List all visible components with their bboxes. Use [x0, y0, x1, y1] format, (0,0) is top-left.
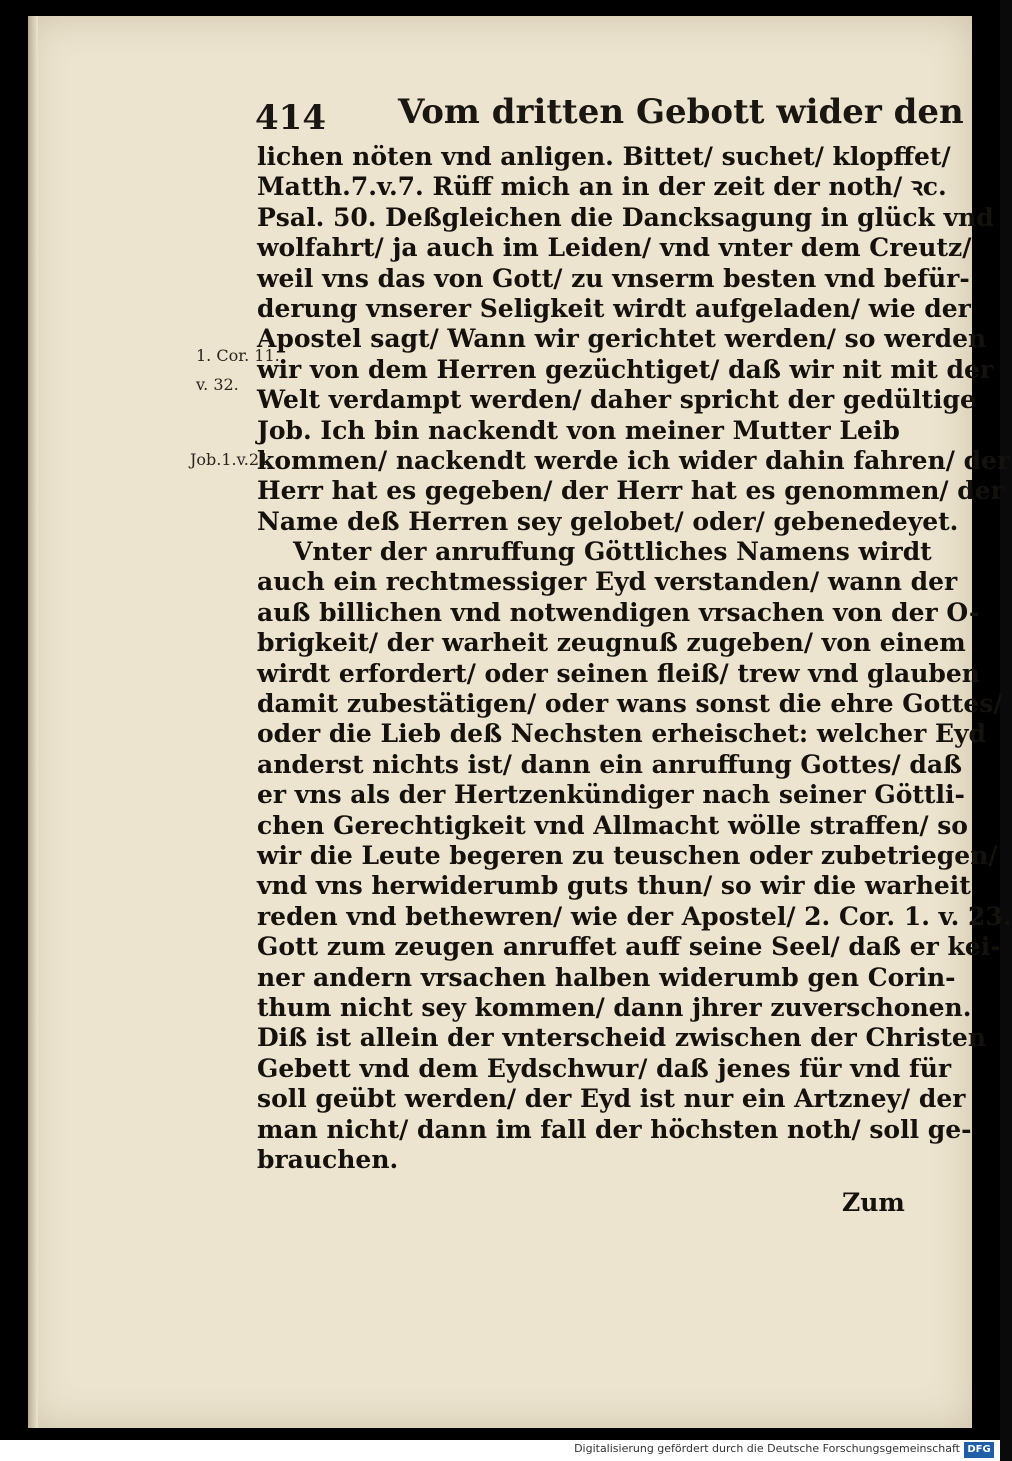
text-line: thum nicht sey kommen/ dann jhrer zuverschonen.: [257, 992, 972, 1022]
text-line: vnd vns herwiderumb guts thun/ so wir die warheit: [257, 871, 971, 901]
marginal-note-cor-2: v. 32.: [196, 375, 239, 394]
text-line: Gebett vnd dem Eydschwur/ daß jenes für vnd für: [257, 1053, 952, 1083]
text-line: reden vnd bethewren/ wie der Apostel/ 2. Cor. 1. v. 23.: [257, 901, 1012, 931]
text-line: oder die Lieb deß Nechsten erheischet: welcher Eyd: [257, 719, 987, 749]
marginal-note-cor-1: 1. Cor. 11.: [196, 346, 280, 365]
text-line: er vns als der Hertzenkündiger nach seiner Göttli-: [257, 780, 965, 810]
text-line: brigkeit/ der warheit zeugnuß zugeben/ von einem: [257, 628, 966, 658]
text-line: weil vns das von Gott/ zu vnserm besten vnd befür-: [257, 263, 970, 293]
text-line: auch ein rechtmessiger Eyd verstanden/ wann der: [257, 567, 958, 597]
text-line: wirdt erfordert/ oder seinen fleiß/ trew vnd glauben: [257, 658, 980, 688]
text-line: kommen/ nackendt werde ich wider dahin fahren/ der: [257, 445, 1011, 475]
text-line: Welt verdampt werden/ daher spricht der gedültige: [257, 385, 976, 415]
text-line: derung vnserer Seligkeit wirdt aufgeladen/ wie der: [257, 293, 971, 323]
text-line: brauchen.: [257, 1144, 399, 1174]
body-text: [257, 142, 1012, 1175]
footer-bar: [0, 1440, 1000, 1461]
text-line: anderst nichts ist/ dann ein anruffung Gottes/ daß: [257, 749, 963, 779]
text-line: Psal. 50. Deßgleichen die Dancksagung in glück vnd: [257, 202, 994, 232]
text-line: chen Gerechtigkeit vnd Allmacht wölle straffen/ so: [257, 810, 968, 840]
text-line: Gott zum zeugen anruffet auff seine Seel/ daß er kei-: [257, 932, 1001, 962]
paragraph-start-line: Vnter der anruffung Göttliches Namens wirdt: [293, 537, 932, 567]
text-line: man nicht/ dann im fall der höchsten noth/ soll ge-: [257, 1114, 972, 1144]
text-line: wolfahrt/ ja auch im Leiden/ vnd vnter dem Creutz/: [257, 233, 972, 263]
text-line: Name deß Herren sey gelobet/ oder/ gebenedeyet.: [257, 506, 959, 536]
running-head: Vom dritten Gebott wider den: [398, 92, 964, 132]
funding-credit: Digitalisierung gefördert durch die Deutsche Forschungsgemeinschaft: [574, 1442, 960, 1455]
text-line: wir von dem Herren gezüchtiget/ daß wir nit mit der: [257, 354, 994, 384]
text-line: ner andern vrsachen halben widerumb gen Corin-: [257, 962, 956, 992]
text-line: wir die Leute begeren zu teuschen oder zubetriegen/: [257, 840, 998, 870]
text-line: lichen nöten vnd anligen. Bittet/ suchet/ klopffet/: [257, 142, 951, 171]
text-line: auß billichen vnd notwendigen vrsachen von der O-: [257, 597, 980, 627]
text-line: Job. Ich bin nackendt von meiner Mutter Leib: [257, 415, 900, 445]
text-line: Herr hat es gegeben/ der Herr hat es genommen/ der: [257, 476, 1004, 506]
page-number: 414: [255, 98, 326, 138]
text-line: Diß ist allein der vnterscheid zwischen der Christen: [257, 1023, 987, 1053]
page-gutter-shadow: [28, 16, 38, 1428]
text-line: Matth.7.v.7. Rüff mich an in der zeit der noth/ ꝛc.: [257, 172, 947, 202]
dfg-logo-icon: DFG: [964, 1442, 994, 1458]
text-line: damit zubestätigen/ oder wans sonst die ehre Gottes/: [257, 689, 1003, 719]
catchword: Zum: [842, 1188, 905, 1217]
text-line: soll geübt werden/ der Eyd ist nur ein Artzney/ der: [257, 1084, 966, 1114]
text-line: Apostel sagt/ Wann wir gerichtet werden/ so werden: [257, 324, 987, 354]
page-header: [255, 92, 964, 142]
marginal-note-job: Job.1.v.21: [190, 450, 270, 469]
